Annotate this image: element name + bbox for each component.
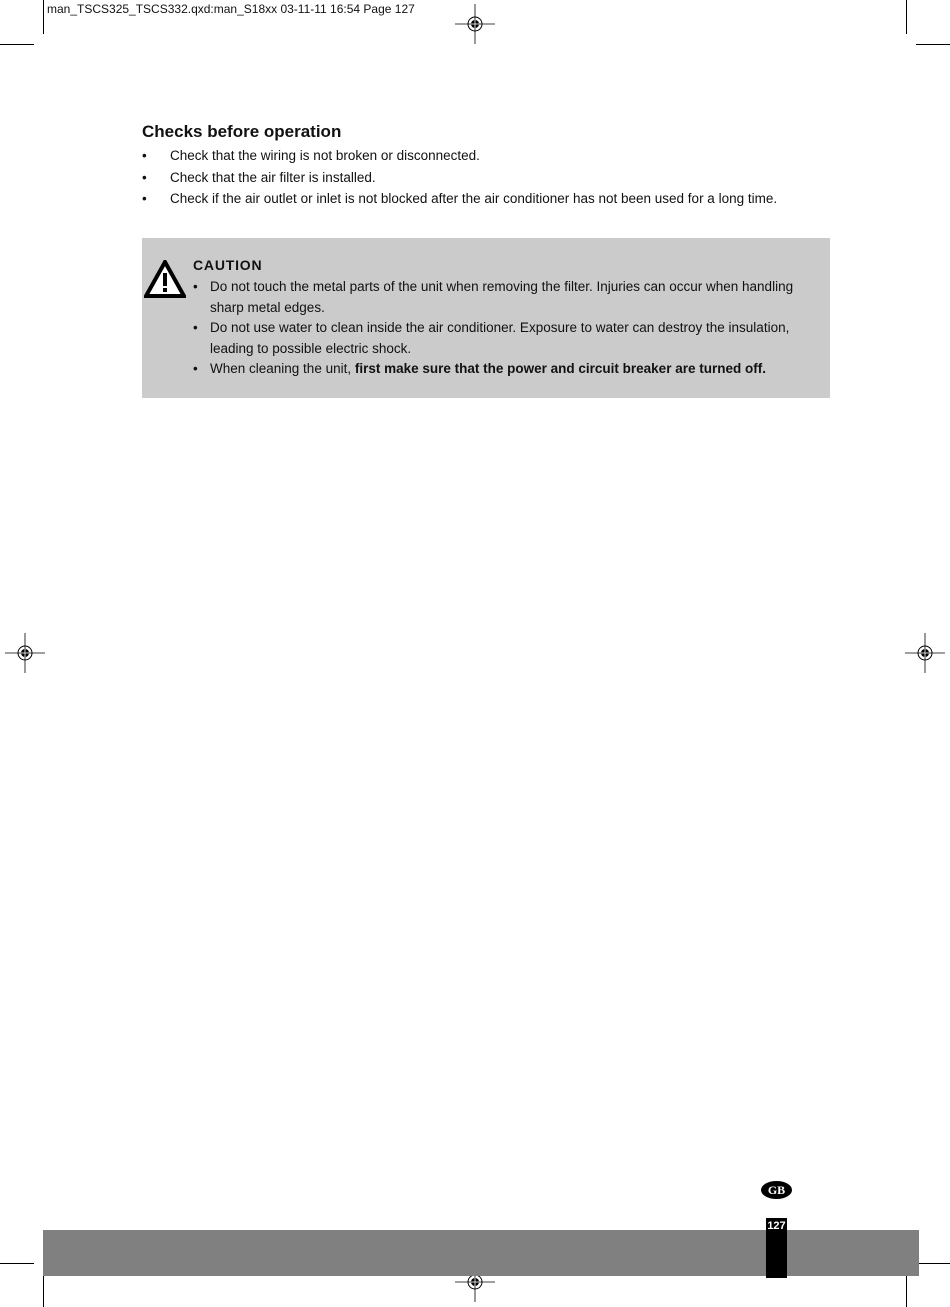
list-item-text: When cleaning the unit, [210, 361, 355, 376]
list-item [193, 318, 803, 359]
list-item-text: Do not use water to clean inside the air conditioner. Exposure to water can destroy the insulation, leading to possible electric shock. [210, 320, 790, 356]
bullet: • [193, 361, 198, 376]
caution-list [193, 277, 803, 380]
caution-box [142, 238, 830, 398]
list-item-text: Check that the wiring is not broken or disconnected. [170, 148, 480, 163]
list-item [142, 146, 842, 168]
trim-mark [916, 1263, 950, 1264]
section-title: Checks before operation [142, 122, 342, 141]
list-item-bold-text: first make sure that the power and circuit breaker are turned off. [354, 361, 766, 376]
list-item [142, 189, 842, 211]
bullet: • [142, 148, 147, 163]
warning-triangle-icon [144, 260, 186, 298]
checks-list [142, 146, 842, 211]
trim-mark [0, 1263, 34, 1264]
list-item [193, 277, 803, 318]
bullet: • [142, 191, 147, 206]
list-item-text: Check that the air filter is installed. [170, 169, 376, 185]
language-badge: GB [761, 1181, 792, 1199]
list-item [193, 359, 803, 380]
list-item [142, 168, 842, 190]
trim-mark [0, 44, 34, 45]
trim-mark [43, 1273, 44, 1307]
trim-mark [43, 0, 44, 34]
print-slug-line: man_TSCS325_TSCS332.qxd:man_S18xx 03-11-11 16:54 Page 127 [47, 2, 415, 16]
list-item-text: Check if the air outlet or inlet is not blocked after the air conditioner has not been used for a long time. [170, 191, 778, 206]
bullet: • [193, 279, 198, 294]
trim-mark [916, 44, 950, 45]
page-number: 127 [766, 1218, 787, 1278]
registration-mark-icon [455, 4, 495, 44]
registration-mark-icon [905, 633, 945, 673]
trim-mark [906, 1273, 907, 1307]
footer-band [43, 1230, 919, 1276]
list-item-text: Do not touch the metal parts of the unit when removing the filter. Injuries can occur when handling sharp metal edges. [210, 279, 794, 315]
trim-mark [906, 0, 907, 34]
bullet: • [142, 169, 147, 185]
bullet: • [193, 320, 198, 335]
registration-mark-icon [5, 633, 45, 673]
caution-title: CAUTION [193, 257, 263, 273]
